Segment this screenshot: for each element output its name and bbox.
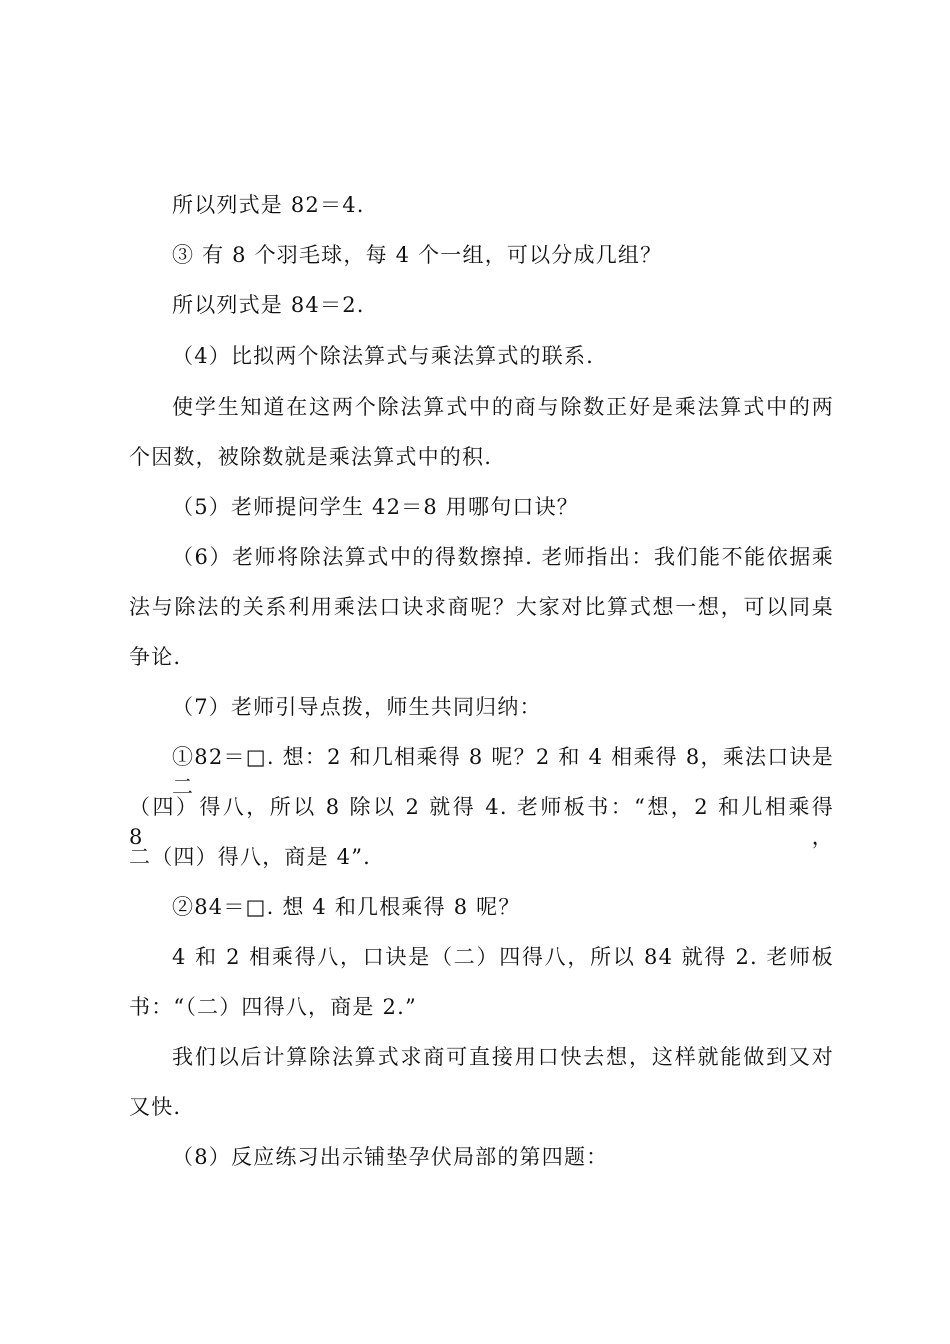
text-line: 所以列式是 84＝2. — [172, 293, 365, 317]
text-line: （6）老师将除法算式中的得数擦掉. 老师指出：我们能不能依据乘 — [172, 545, 834, 569]
text-line: 我们以后计算除法算式求商可直接用口快去想，这样就能做到又对 — [172, 1045, 834, 1069]
text-line: 个因数，被除数就是乘法算式中的积. — [129, 445, 493, 469]
text-line: ②84＝□. 想 4 和几根乘得 8 呢？ — [172, 895, 521, 919]
text-line: （5）老师提问学生 42＝8 用哪句口诀？ — [172, 495, 579, 519]
text-line: 所以列式是 82＝4. — [172, 193, 365, 217]
text-line: 法与除法的关系利用乘法口诀求商呢？大家对比算式想一想，可以同桌 — [129, 595, 834, 619]
text-line: 书：“（二）四得八，商是 2.” — [129, 995, 417, 1019]
text-line: 二（四）得八，商是 4”. — [129, 845, 372, 869]
text-line: 4 和 2 相乘得八，口诀是（二）四得八，所以 84 就得 2. 老师板 — [172, 945, 834, 969]
text-line: 使学生知道在这两个除法算式中的商与除数正好是乘法算式中的两 — [172, 395, 834, 419]
text-line: （4）比拟两个除法算式与乘法算式的联系. — [172, 344, 595, 368]
text-line: （8）反应练习出示铺垫孕伏局部的第四题： — [172, 1145, 609, 1169]
text-line: ③ 有 8 个羽毛球，每 4 个一组，可以分成几组？ — [172, 243, 663, 267]
text-line: （7）老师引导点拨，师生共同归纳： — [172, 695, 542, 719]
text-line: ①82＝□. 想：2 和几相乘得 8 呢？2 和 4 相乘得 8，乘法口诀是二 — [172, 745, 834, 799]
text-line: （四）得八，所以 8 除以 2 就得 4. 老师板书：“想，2 和儿相乘得 8， — [129, 795, 834, 849]
text-line: 又快. — [129, 1095, 182, 1119]
text-line: 争论. — [129, 645, 182, 669]
